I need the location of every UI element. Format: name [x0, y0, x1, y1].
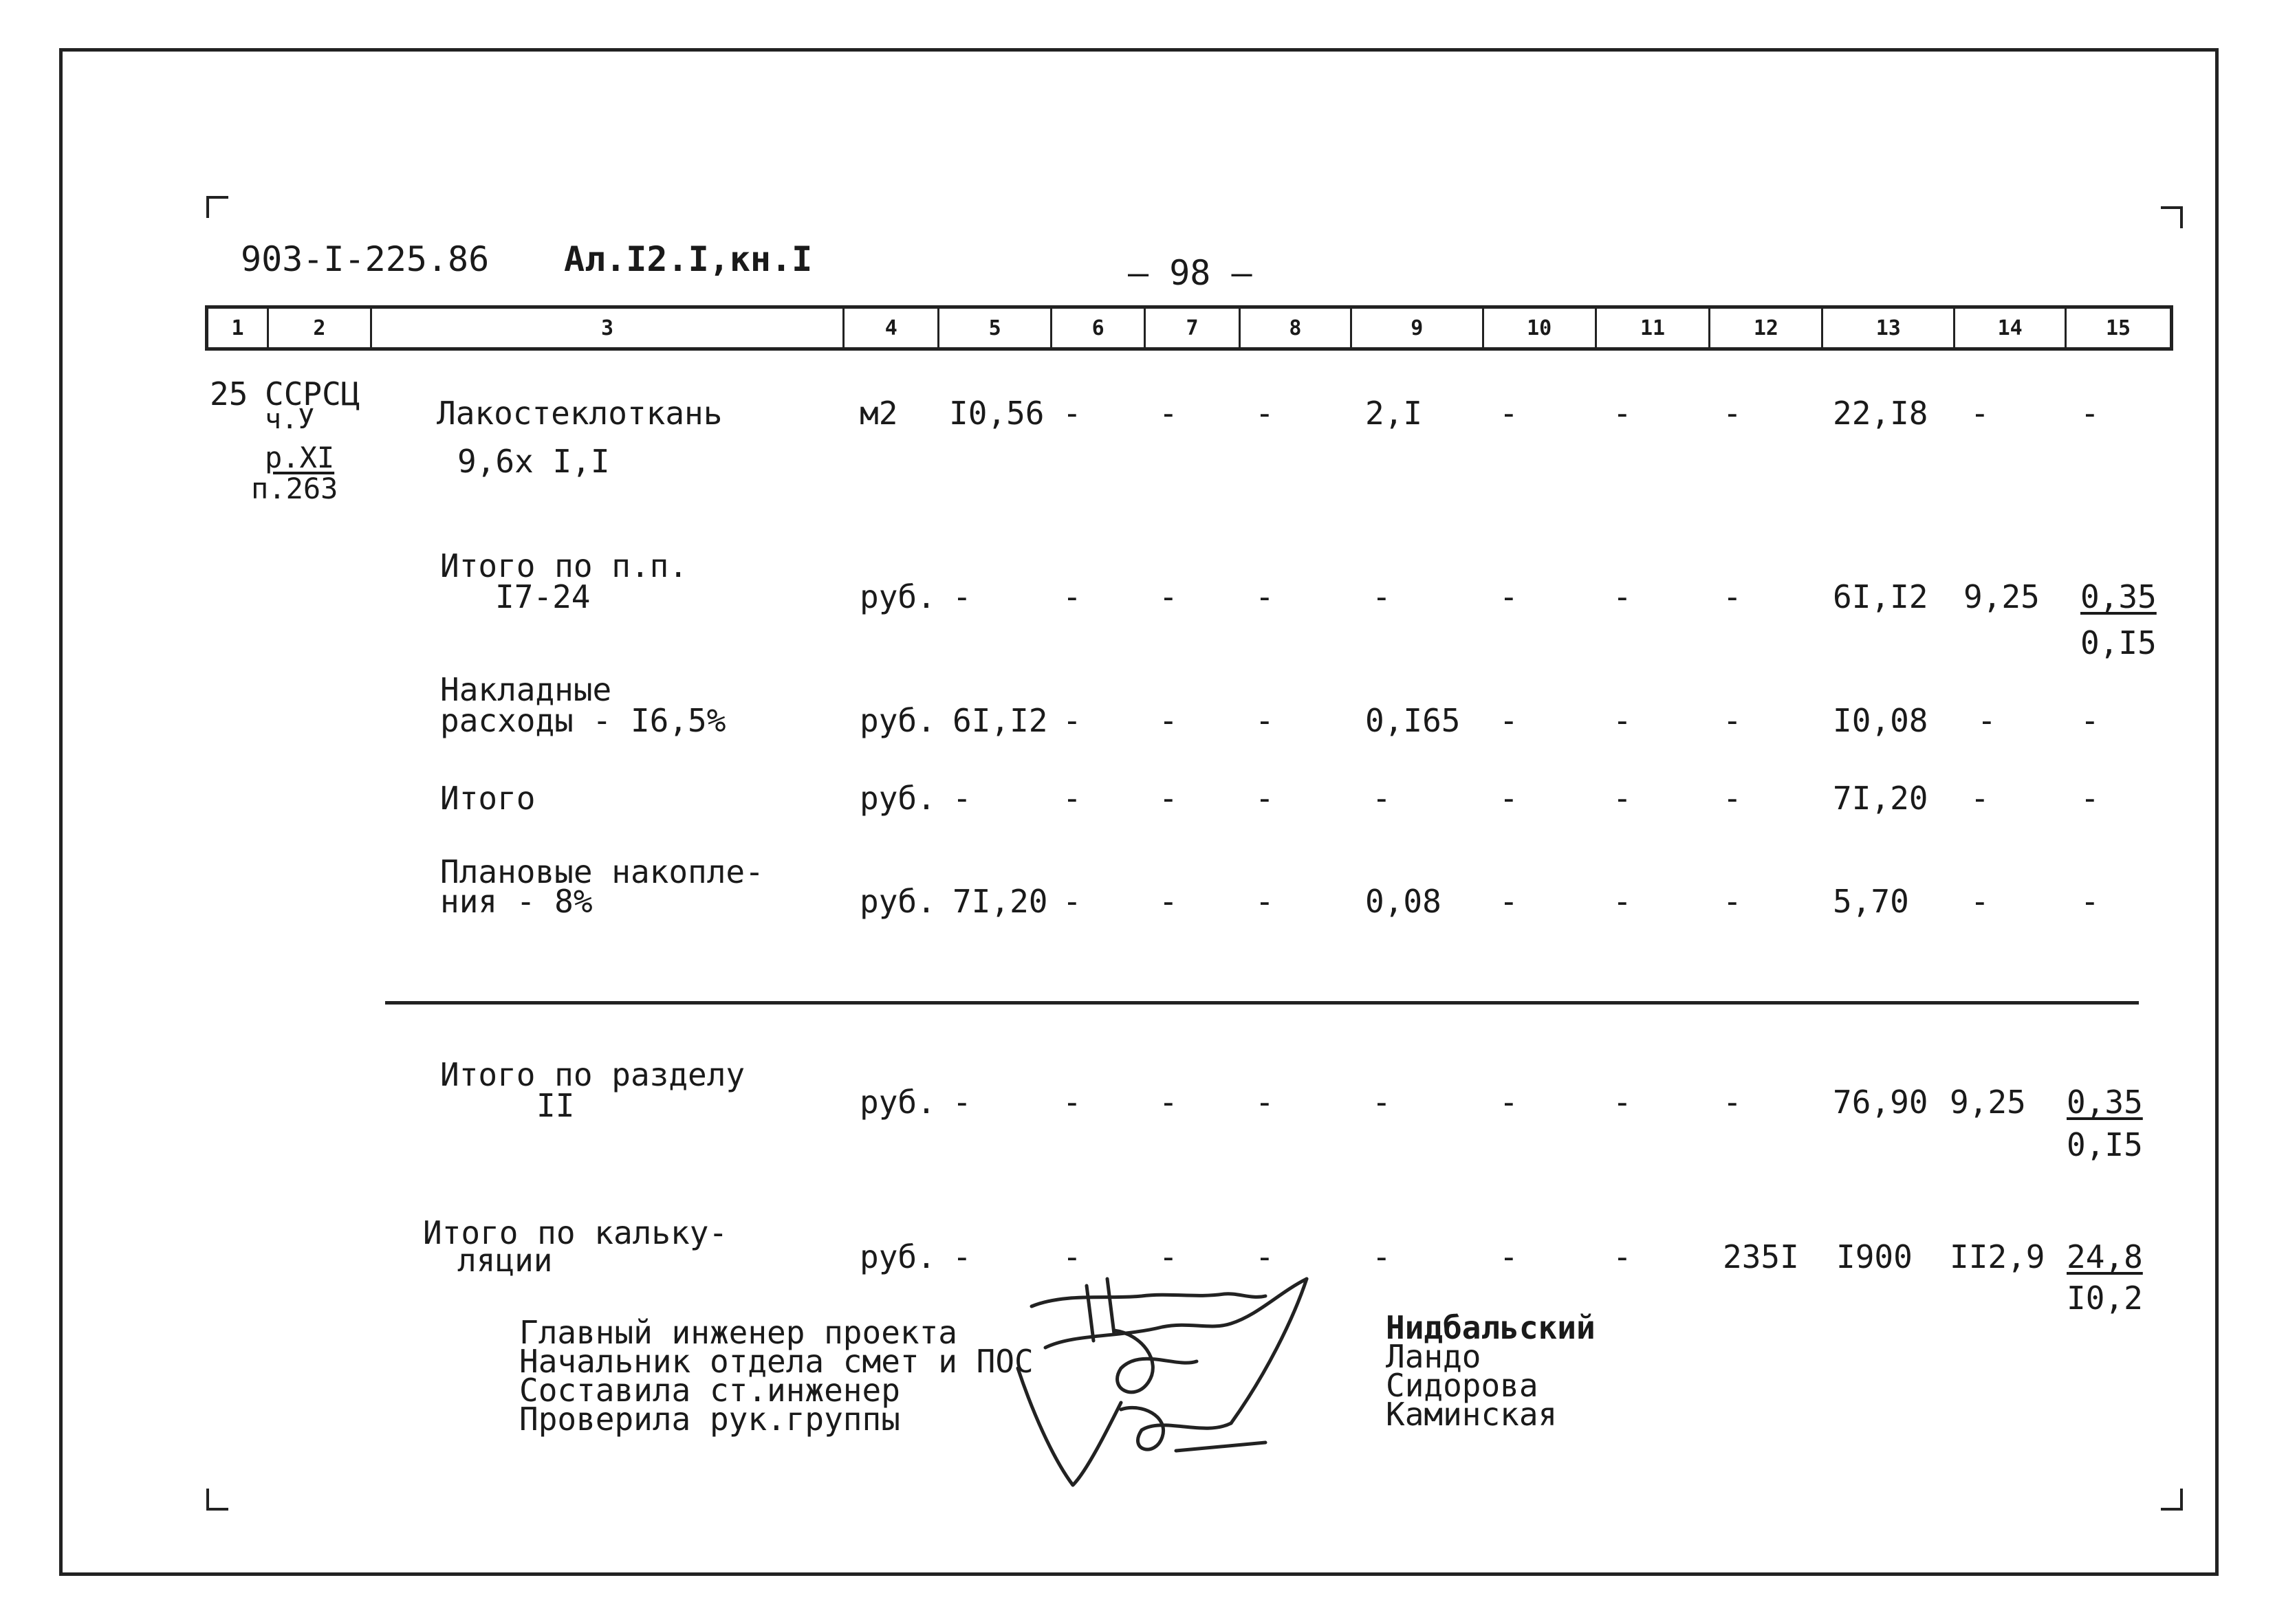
crop-mark-bottom-left	[206, 1489, 228, 1511]
cell-c8: -	[1255, 702, 1274, 739]
role-compiled-by: Составила ст.инженер	[519, 1372, 900, 1409]
cell-c11: -	[1613, 578, 1632, 615]
cell-c13: 7I,20	[1833, 780, 1928, 817]
sheet-reference: Ал.I2.I,кн.I	[564, 239, 813, 279]
cell-c13: 76,90	[1833, 1084, 1928, 1121]
cell-c9: 0,I65	[1365, 702, 1461, 739]
unit: руб.	[860, 578, 936, 615]
cell-c14: -	[1970, 395, 1990, 432]
item-dimensions: 9,6х I,I	[457, 443, 610, 480]
document-code: 903-I-225.86	[241, 239, 490, 279]
unit: руб.	[860, 780, 936, 817]
cell-c14: -	[1970, 883, 1990, 920]
cell-c8: -	[1255, 578, 1274, 615]
col-header-10: 10	[1484, 309, 1597, 347]
cell-c10: -	[1499, 1238, 1519, 1275]
role-checked-by: Проверила рук.группы	[519, 1401, 900, 1438]
cell-c15-bottom: 0,I5	[2067, 1126, 2143, 1163]
cell-c11: -	[1613, 780, 1632, 817]
cell-c6: -	[1063, 578, 1082, 615]
col-header-4: 4	[845, 309, 939, 347]
cell-c8: -	[1255, 1238, 1274, 1275]
cell-c13: I0,08	[1833, 702, 1928, 739]
cell-c15-top: 24,8	[2067, 1238, 2143, 1275]
cell-c14: 9,25	[1963, 578, 2040, 615]
cell-c7: -	[1159, 702, 1178, 739]
signatory-name-1: Нидбальский	[1386, 1309, 1596, 1346]
cell-c8: -	[1255, 780, 1274, 817]
crop-mark-top-right	[2161, 206, 2183, 228]
row-label: Итого по кальку-	[423, 1214, 728, 1251]
cell-c5: -	[953, 1084, 972, 1121]
cell-c7: -	[1159, 578, 1178, 615]
cell-c11: -	[1613, 1084, 1632, 1121]
crop-mark-top-left	[206, 196, 228, 218]
signatory-name-3: Сидорова	[1386, 1367, 1538, 1404]
cell-c13: 6I,I2	[1833, 578, 1928, 615]
cell-c11: -	[1613, 883, 1632, 920]
row-label-rate: расходы - I6,5%	[440, 702, 726, 739]
row-label: Плановые накопле-	[440, 853, 764, 890]
row-label: Итого по разделу	[440, 1056, 745, 1093]
cell-c15: -	[2080, 883, 2100, 920]
cell-c15-bottom: I0,2	[2067, 1280, 2143, 1317]
row-label-cont: ляции	[457, 1242, 553, 1279]
col-header-9: 9	[1352, 309, 1484, 347]
cell-c12: -	[1723, 780, 1742, 817]
cell-c6: -	[1063, 702, 1082, 739]
cell-c10: -	[1499, 1084, 1519, 1121]
cell-c12: -	[1723, 578, 1742, 615]
cell-c6: -	[1063, 395, 1082, 432]
cell-c12: -	[1723, 1084, 1742, 1121]
unit: руб.	[860, 702, 936, 739]
signatory-name-4: Каминская	[1386, 1396, 1558, 1433]
row-label-rate: ния - 8%	[440, 883, 593, 920]
page-number: — 98 —	[1128, 253, 1252, 293]
cell-c6: -	[1063, 780, 1082, 817]
cell-c15-bottom: 0,I5	[2080, 624, 2157, 661]
cell-c5: I0,56	[949, 395, 1045, 432]
cell-c9: -	[1372, 780, 1391, 817]
cell-c9: -	[1372, 578, 1391, 615]
ref-section: р.XI	[265, 441, 335, 474]
cell-c8: -	[1255, 883, 1274, 920]
row-label: Итого	[440, 780, 536, 817]
cell-c7: -	[1159, 780, 1178, 817]
col-header-13: 13	[1823, 309, 1955, 347]
cell-c9: 2,I	[1365, 395, 1423, 432]
cell-c11: -	[1613, 702, 1632, 739]
cell-c15-top: 0,35	[2067, 1084, 2143, 1121]
ref-code: ССРСЦ	[265, 375, 360, 413]
col-header-8: 8	[1241, 309, 1352, 347]
cell-c12: -	[1723, 395, 1742, 432]
cell-c14: 9,25	[1950, 1084, 2026, 1121]
cell-c6: -	[1063, 1084, 1082, 1121]
cell-c12: 235I	[1723, 1238, 1799, 1275]
role-department-head: Начальник отдела смет и ПОС	[519, 1343, 1034, 1380]
cell-c9: -	[1372, 1084, 1391, 1121]
cell-c7: -	[1159, 395, 1178, 432]
col-header-15: 15	[2106, 316, 2131, 340]
cell-c10: -	[1499, 883, 1519, 920]
col-header-3: 3	[372, 309, 845, 347]
cell-c10: -	[1499, 578, 1519, 615]
cell-c13: 5,70	[1833, 883, 1909, 920]
cell-c6: -	[1063, 883, 1082, 920]
col-header-7: 7	[1146, 309, 1241, 347]
ref-item: п.263	[251, 472, 338, 505]
cell-c15: -	[2080, 395, 2100, 432]
section-divider	[385, 1001, 2139, 1005]
cell-c15: -	[2080, 780, 2100, 817]
col-header-14: 14	[1955, 309, 2067, 347]
handwritten-signatures	[1004, 1265, 1375, 1499]
col-header-5: 5	[939, 309, 1052, 347]
col-header-2: 2	[269, 309, 372, 347]
cell-c7: -	[1159, 1238, 1178, 1275]
col-header-1: 1	[208, 309, 269, 347]
cell-c10: -	[1499, 395, 1519, 432]
cell-c14: -	[1977, 702, 1996, 739]
row-label: Накладные	[440, 671, 612, 708]
cell-c8: -	[1255, 395, 1274, 432]
cell-c8: -	[1255, 1084, 1274, 1121]
cell-c9: 0,08	[1365, 883, 1441, 920]
row-label-range: I7-24	[495, 578, 591, 615]
cell-c5: -	[953, 780, 972, 817]
signatory-name-2: Ландо	[1386, 1338, 1481, 1375]
cell-c10: -	[1499, 780, 1519, 817]
unit: руб.	[860, 1084, 936, 1121]
cell-c12: -	[1723, 702, 1742, 739]
cell-c7: -	[1159, 1084, 1178, 1121]
cell-c15: -	[2080, 702, 2100, 739]
cell-c12: -	[1723, 883, 1742, 920]
cell-c10: -	[1499, 702, 1519, 739]
cell-c6: -	[1063, 1238, 1082, 1275]
cell-c5: -	[953, 1238, 972, 1275]
crop-mark-bottom-right	[2161, 1489, 2183, 1511]
cell-c13: I900	[1836, 1238, 1913, 1275]
item-name: Лакостеклоткань	[437, 395, 723, 432]
cell-c5: 6I,I2	[953, 702, 1048, 739]
role-chief-engineer: Главный инженер проекта	[519, 1314, 957, 1351]
unit: руб.	[860, 883, 936, 920]
cell-c7: -	[1159, 883, 1178, 920]
cell-c5: 7I,20	[953, 883, 1048, 920]
cell-c13: 22,I8	[1833, 395, 1928, 432]
cell-c11: -	[1613, 395, 1632, 432]
col-header-6: 6	[1052, 309, 1146, 347]
col-header-12: 12	[1710, 309, 1823, 347]
unit: руб.	[860, 1238, 936, 1275]
cell-c14: II2,9	[1950, 1238, 2045, 1275]
cell-c15-top: 0,35	[2080, 578, 2157, 615]
row-label: Итого по п.п.	[440, 547, 688, 584]
column-header-row	[205, 305, 2173, 351]
cell-c5: -	[953, 578, 972, 615]
cell-c14: -	[1970, 780, 1990, 817]
cell-c11: -	[1613, 1238, 1632, 1275]
row-label-section: II	[536, 1087, 575, 1124]
unit: м2	[860, 395, 898, 432]
ref-part: ч.У	[265, 404, 315, 435]
row-number: 25	[210, 375, 248, 413]
col-header-11: 11	[1597, 309, 1711, 347]
cell-c9: -	[1372, 1238, 1391, 1275]
